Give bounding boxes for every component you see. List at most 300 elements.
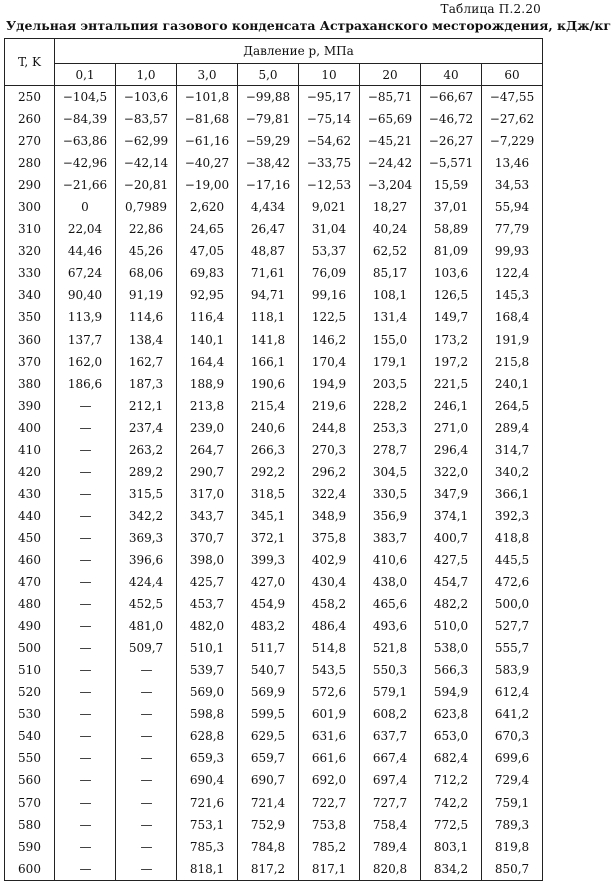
temperature-cell: 440 (5, 505, 55, 527)
enthalpy-cell: 486,4 (299, 615, 360, 637)
enthalpy-cell: 81,09 (421, 240, 482, 262)
enthalpy-cell: −104,5 (55, 86, 116, 109)
pressure-column-header: 60 (482, 64, 543, 86)
enthalpy-cell: 721,6 (177, 792, 238, 814)
enthalpy-cell: −83,57 (116, 108, 177, 130)
enthalpy-cell: 145,3 (482, 284, 543, 306)
pressure-values-row (5, 64, 543, 86)
enthalpy-cell: 850,7 (482, 858, 543, 881)
enthalpy-cell: 699,6 (482, 747, 543, 769)
enthalpy-cell: 138,4 (116, 329, 177, 351)
table-row (5, 395, 543, 417)
enthalpy-cell: −45,21 (360, 130, 421, 152)
enthalpy-cell: 399,3 (238, 549, 299, 571)
enthalpy-cell: 628,8 (177, 725, 238, 747)
temperature-cell: 500 (5, 637, 55, 659)
enthalpy-cell: 237,4 (116, 417, 177, 439)
enthalpy-cell: 759,1 (482, 792, 543, 814)
enthalpy-cell: 34,53 (482, 174, 543, 196)
enthalpy-cell: 784,8 (238, 836, 299, 858)
enthalpy-cell: 629,5 (238, 725, 299, 747)
temperature-cell: 340 (5, 284, 55, 306)
enthalpy-cell: 569,9 (238, 681, 299, 703)
enthalpy-cell: 44,46 (55, 240, 116, 262)
enthalpy-cell: 612,4 (482, 681, 543, 703)
enthalpy-cell: 772,5 (421, 814, 482, 836)
enthalpy-cell: — (116, 703, 177, 725)
enthalpy-cell: 45,26 (116, 240, 177, 262)
enthalpy-cell: 370,7 (177, 527, 238, 549)
enthalpy-cell: 538,0 (421, 637, 482, 659)
table-row (5, 196, 543, 218)
enthalpy-cell: 482,0 (177, 615, 238, 637)
enthalpy-cell: −99,88 (238, 86, 299, 109)
enthalpy-cell: 85,17 (360, 262, 421, 284)
enthalpy-cell: 481,0 (116, 615, 177, 637)
enthalpy-cell: — (55, 836, 116, 858)
enthalpy-cell: 141,8 (238, 329, 299, 351)
enthalpy-cell: 521,8 (360, 637, 421, 659)
enthalpy-cell: −27,62 (482, 108, 543, 130)
table-row (5, 461, 543, 483)
enthalpy-cell: 68,06 (116, 262, 177, 284)
enthalpy-cell: 396,6 (116, 549, 177, 571)
table-row (5, 725, 543, 747)
temperature-cell: 330 (5, 262, 55, 284)
enthalpy-cell: 94,71 (238, 284, 299, 306)
enthalpy-cell: −42,14 (116, 152, 177, 174)
temperature-cell: 560 (5, 769, 55, 791)
enthalpy-cell: −84,39 (55, 108, 116, 130)
table-row (5, 769, 543, 791)
enthalpy-cell: 550,3 (360, 659, 421, 681)
enthalpy-cell: −54,62 (299, 130, 360, 152)
enthalpy-cell: 667,4 (360, 747, 421, 769)
table-row (5, 836, 543, 858)
pressure-column-header: 20 (360, 64, 421, 86)
enthalpy-cell: −47,55 (482, 86, 543, 109)
enthalpy-cell: 789,4 (360, 836, 421, 858)
enthalpy-cell: 264,5 (482, 395, 543, 417)
table-row (5, 284, 543, 306)
enthalpy-cell: 572,6 (299, 681, 360, 703)
table-row (5, 130, 543, 152)
temperature-cell: 550 (5, 747, 55, 769)
enthalpy-cell: 2,620 (177, 196, 238, 218)
enthalpy-cell: 453,7 (177, 593, 238, 615)
enthalpy-cell: 418,8 (482, 527, 543, 549)
enthalpy-cell: 317,0 (177, 483, 238, 505)
enthalpy-cell: 661,6 (299, 747, 360, 769)
enthalpy-cell: 290,7 (177, 461, 238, 483)
temperature-cell: 490 (5, 615, 55, 637)
enthalpy-cell: 637,7 (360, 725, 421, 747)
enthalpy-cell: 24,65 (177, 218, 238, 240)
enthalpy-cell: — (55, 483, 116, 505)
enthalpy-cell: 13,46 (482, 152, 543, 174)
enthalpy-cell: 785,3 (177, 836, 238, 858)
enthalpy-cell: 164,4 (177, 351, 238, 373)
enthalpy-cell: 264,7 (177, 439, 238, 461)
enthalpy-cell: 0 (55, 196, 116, 218)
enthalpy-cell: 240,6 (238, 417, 299, 439)
enthalpy-cell: 729,4 (482, 769, 543, 791)
enthalpy-cell: 118,1 (238, 306, 299, 328)
table-row (5, 814, 543, 836)
enthalpy-cell: 682,4 (421, 747, 482, 769)
enthalpy-cell: 26,47 (238, 218, 299, 240)
temperature-cell: 450 (5, 527, 55, 549)
pressure-column-header: 10 (299, 64, 360, 86)
temperature-cell: 580 (5, 814, 55, 836)
table-body (5, 86, 543, 881)
enthalpy-cell: 509,7 (116, 637, 177, 659)
temperature-cell: 540 (5, 725, 55, 747)
enthalpy-cell: — (55, 439, 116, 461)
enthalpy-cell: 278,7 (360, 439, 421, 461)
table-row (5, 329, 543, 351)
enthalpy-cell: 366,1 (482, 483, 543, 505)
enthalpy-cell: — (116, 747, 177, 769)
enthalpy-cell: 483,2 (238, 615, 299, 637)
enthalpy-cell: 219,6 (299, 395, 360, 417)
enthalpy-cell: 99,16 (299, 284, 360, 306)
enthalpy-cell: 253,3 (360, 417, 421, 439)
enthalpy-cell: 566,3 (421, 659, 482, 681)
enthalpy-cell: 454,9 (238, 593, 299, 615)
enthalpy-cell: 817,1 (299, 858, 360, 881)
enthalpy-cell: −42,96 (55, 152, 116, 174)
enthalpy-cell: 296,2 (299, 461, 360, 483)
enthalpy-cell: 472,6 (482, 571, 543, 593)
enthalpy-cell: 266,3 (238, 439, 299, 461)
enthalpy-cell: 752,9 (238, 814, 299, 836)
enthalpy-cell: −66,67 (421, 86, 482, 109)
enthalpy-cell: 103,6 (421, 262, 482, 284)
enthalpy-cell: — (55, 858, 116, 881)
enthalpy-cell: 122,5 (299, 306, 360, 328)
enthalpy-cell: 244,8 (299, 417, 360, 439)
enthalpy-cell: 510,1 (177, 637, 238, 659)
enthalpy-cell: 345,1 (238, 505, 299, 527)
table-row (5, 152, 543, 174)
table-row (5, 373, 543, 395)
enthalpy-cell: 834,2 (421, 858, 482, 881)
enthalpy-cell: — (116, 858, 177, 881)
enthalpy-cell: 203,5 (360, 373, 421, 395)
enthalpy-cell: 340,2 (482, 461, 543, 483)
enthalpy-cell: — (116, 836, 177, 858)
enthalpy-cell: — (55, 769, 116, 791)
enthalpy-cell: 99,93 (482, 240, 543, 262)
enthalpy-cell: 445,5 (482, 549, 543, 571)
enthalpy-cell: 212,1 (116, 395, 177, 417)
enthalpy-cell: 58,89 (421, 218, 482, 240)
enthalpy-cell: 318,5 (238, 483, 299, 505)
enthalpy-cell: 191,9 (482, 329, 543, 351)
temperature-cell: 530 (5, 703, 55, 725)
temperature-cell: 470 (5, 571, 55, 593)
enthalpy-cell: 162,7 (116, 351, 177, 373)
enthalpy-cell: −38,42 (238, 152, 299, 174)
enthalpy-cell: 76,09 (299, 262, 360, 284)
enthalpy-cell: 356,9 (360, 505, 421, 527)
enthalpy-cell: 454,7 (421, 571, 482, 593)
enthalpy-cell: 62,52 (360, 240, 421, 262)
enthalpy-cell: −21,66 (55, 174, 116, 196)
enthalpy-cell: 108,1 (360, 284, 421, 306)
enthalpy-cell: — (55, 637, 116, 659)
enthalpy-cell: −61,16 (177, 130, 238, 152)
enthalpy-cell: 425,7 (177, 571, 238, 593)
enthalpy-cell: 514,8 (299, 637, 360, 659)
enthalpy-cell: −20,81 (116, 174, 177, 196)
enthalpy-cell: −59,29 (238, 130, 299, 152)
enthalpy-cell: 213,8 (177, 395, 238, 417)
enthalpy-cell: — (55, 527, 116, 549)
table-number: Таблица П.2.20 (440, 2, 541, 16)
enthalpy-cell: 465,6 (360, 593, 421, 615)
enthalpy-cell: 270,3 (299, 439, 360, 461)
enthalpy-cell: — (55, 615, 116, 637)
table-row (5, 174, 543, 196)
enthalpy-cell: — (116, 792, 177, 814)
enthalpy-cell: 179,1 (360, 351, 421, 373)
table-row (5, 681, 543, 703)
enthalpy-cell: 348,9 (299, 505, 360, 527)
enthalpy-cell: — (55, 417, 116, 439)
enthalpy-cell: 190,6 (238, 373, 299, 395)
table-row (5, 86, 543, 109)
temperature-cell: 460 (5, 549, 55, 571)
enthalpy-cell: 819,8 (482, 836, 543, 858)
pressure-column-header: 40 (421, 64, 482, 86)
enthalpy-cell: 304,5 (360, 461, 421, 483)
table-row (5, 527, 543, 549)
enthalpy-cell: 692,0 (299, 769, 360, 791)
enthalpy-cell: 9,021 (299, 196, 360, 218)
enthalpy-cell: −17,16 (238, 174, 299, 196)
temperature-cell: 400 (5, 417, 55, 439)
temperature-cell: 410 (5, 439, 55, 461)
enthalpy-cell: 482,2 (421, 593, 482, 615)
enthalpy-cell: 69,83 (177, 262, 238, 284)
enthalpy-cell: 398,0 (177, 549, 238, 571)
enthalpy-cell: 155,0 (360, 329, 421, 351)
enthalpy-cell: 40,24 (360, 218, 421, 240)
enthalpy-cell: 727,7 (360, 792, 421, 814)
table-row (5, 262, 543, 284)
pressure-column-header: 0,1 (55, 64, 116, 86)
enthalpy-cell: 271,0 (421, 417, 482, 439)
enthalpy-cell: 527,7 (482, 615, 543, 637)
enthalpy-cell: 126,5 (421, 284, 482, 306)
table-row (5, 703, 543, 725)
enthalpy-cell: — (55, 792, 116, 814)
enthalpy-cell: 510,0 (421, 615, 482, 637)
enthalpy-cell: — (116, 659, 177, 681)
enthalpy-cell: 369,3 (116, 527, 177, 549)
enthalpy-cell: 347,9 (421, 483, 482, 505)
enthalpy-cell: 67,24 (55, 262, 116, 284)
temperature-cell: 360 (5, 329, 55, 351)
enthalpy-cell: 375,8 (299, 527, 360, 549)
enthalpy-cell: 400,7 (421, 527, 482, 549)
enthalpy-cell: 246,1 (421, 395, 482, 417)
enthalpy-cell: 166,1 (238, 351, 299, 373)
pressure-column-header: 1,0 (116, 64, 177, 86)
enthalpy-cell: 690,7 (238, 769, 299, 791)
enthalpy-cell: — (55, 461, 116, 483)
enthalpy-cell: — (55, 571, 116, 593)
enthalpy-cell: 583,9 (482, 659, 543, 681)
table-row (5, 858, 543, 881)
enthalpy-cell: −65,69 (360, 108, 421, 130)
enthalpy-cell: 131,4 (360, 306, 421, 328)
enthalpy-cell: 22,04 (55, 218, 116, 240)
enthalpy-cell: −19,00 (177, 174, 238, 196)
table-row (5, 747, 543, 769)
enthalpy-cell: 758,4 (360, 814, 421, 836)
enthalpy-cell: — (55, 505, 116, 527)
enthalpy-cell: 314,7 (482, 439, 543, 461)
table-row (5, 439, 543, 461)
enthalpy-cell: 343,7 (177, 505, 238, 527)
table-row (5, 351, 543, 373)
enthalpy-cell: 402,9 (299, 549, 360, 571)
enthalpy-cell: 47,05 (177, 240, 238, 262)
enthalpy-cell: — (55, 659, 116, 681)
table-row (5, 637, 543, 659)
enthalpy-cell: 493,6 (360, 615, 421, 637)
enthalpy-table (4, 38, 543, 881)
enthalpy-cell: — (55, 747, 116, 769)
enthalpy-cell: 653,0 (421, 725, 482, 747)
temperature-cell: 380 (5, 373, 55, 395)
table-row (5, 240, 543, 262)
enthalpy-cell: 670,3 (482, 725, 543, 747)
enthalpy-cell: 315,5 (116, 483, 177, 505)
table-row (5, 483, 543, 505)
enthalpy-cell: −95,17 (299, 86, 360, 109)
enthalpy-cell: — (116, 769, 177, 791)
enthalpy-cell: — (55, 395, 116, 417)
enthalpy-cell: 194,9 (299, 373, 360, 395)
enthalpy-cell: 146,2 (299, 329, 360, 351)
temperature-cell: 520 (5, 681, 55, 703)
enthalpy-cell: — (55, 814, 116, 836)
enthalpy-cell: 641,2 (482, 703, 543, 725)
enthalpy-cell: 53,37 (299, 240, 360, 262)
enthalpy-cell: 90,40 (55, 284, 116, 306)
enthalpy-cell: 659,7 (238, 747, 299, 769)
table-row (5, 659, 543, 681)
enthalpy-cell: 221,5 (421, 373, 482, 395)
table-row (5, 108, 543, 130)
table-row (5, 792, 543, 814)
enthalpy-cell: −63,86 (55, 130, 116, 152)
temperature-cell: 390 (5, 395, 55, 417)
temperature-cell: 590 (5, 836, 55, 858)
enthalpy-cell: −33,75 (299, 152, 360, 174)
enthalpy-cell: 722,7 (299, 792, 360, 814)
temperature-cell: 600 (5, 858, 55, 881)
enthalpy-cell: — (55, 593, 116, 615)
enthalpy-cell: 458,2 (299, 593, 360, 615)
temperature-cell: 280 (5, 152, 55, 174)
enthalpy-cell: — (55, 681, 116, 703)
temperature-cell: 260 (5, 108, 55, 130)
enthalpy-cell: 372,1 (238, 527, 299, 549)
enthalpy-cell: 330,5 (360, 483, 421, 505)
enthalpy-cell: 77,79 (482, 218, 543, 240)
enthalpy-cell: −62,99 (116, 130, 177, 152)
temperature-cell: 420 (5, 461, 55, 483)
enthalpy-cell: −40,27 (177, 152, 238, 174)
enthalpy-cell: −7,229 (482, 130, 543, 152)
enthalpy-cell: −101,8 (177, 86, 238, 109)
enthalpy-cell: 539,7 (177, 659, 238, 681)
enthalpy-cell: 22,86 (116, 218, 177, 240)
enthalpy-cell: 92,95 (177, 284, 238, 306)
enthalpy-cell: −75,14 (299, 108, 360, 130)
enthalpy-cell: 803,1 (421, 836, 482, 858)
enthalpy-cell: 712,2 (421, 769, 482, 791)
enthalpy-cell: 296,4 (421, 439, 482, 461)
enthalpy-cell: 322,0 (421, 461, 482, 483)
enthalpy-cell: 188,9 (177, 373, 238, 395)
temperature-cell: 290 (5, 174, 55, 196)
enthalpy-cell: 168,4 (482, 306, 543, 328)
enthalpy-cell: 599,5 (238, 703, 299, 725)
temperature-cell: 250 (5, 86, 55, 109)
enthalpy-cell: 427,5 (421, 549, 482, 571)
enthalpy-cell: 122,4 (482, 262, 543, 284)
enthalpy-cell: — (55, 703, 116, 725)
enthalpy-cell: 598,8 (177, 703, 238, 725)
enthalpy-cell: 511,7 (238, 637, 299, 659)
enthalpy-cell: 410,6 (360, 549, 421, 571)
temperature-cell: 270 (5, 130, 55, 152)
pressure-group-header: Давление p, МПа (55, 39, 543, 64)
enthalpy-cell: 392,3 (482, 505, 543, 527)
enthalpy-cell: 113,9 (55, 306, 116, 328)
table-row (5, 417, 543, 439)
enthalpy-cell: 292,2 (238, 461, 299, 483)
enthalpy-cell: 15,59 (421, 174, 482, 196)
enthalpy-cell: −12,53 (299, 174, 360, 196)
enthalpy-cell: 162,0 (55, 351, 116, 373)
enthalpy-cell: 438,0 (360, 571, 421, 593)
enthalpy-cell: 0,7989 (116, 196, 177, 218)
enthalpy-cell: 116,4 (177, 306, 238, 328)
enthalpy-cell: 569,0 (177, 681, 238, 703)
enthalpy-cell: — (116, 814, 177, 836)
enthalpy-cell: 18,27 (360, 196, 421, 218)
enthalpy-cell: 91,19 (116, 284, 177, 306)
temperature-cell: 480 (5, 593, 55, 615)
enthalpy-cell: 215,8 (482, 351, 543, 373)
enthalpy-cell: 197,2 (421, 351, 482, 373)
enthalpy-cell: −81,68 (177, 108, 238, 130)
enthalpy-cell: 659,3 (177, 747, 238, 769)
enthalpy-cell: −46,72 (421, 108, 482, 130)
table-row (5, 306, 543, 328)
enthalpy-cell: 383,7 (360, 527, 421, 549)
enthalpy-cell: 289,2 (116, 461, 177, 483)
enthalpy-cell: 289,4 (482, 417, 543, 439)
table-row (5, 549, 543, 571)
